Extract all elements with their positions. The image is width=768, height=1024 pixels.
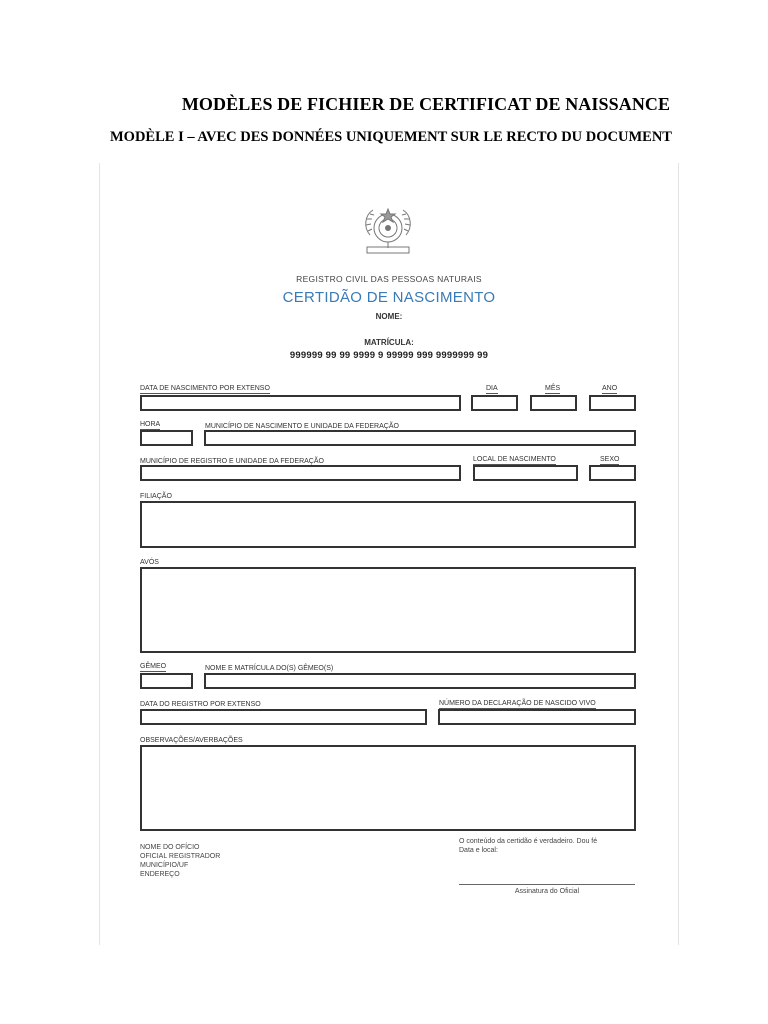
ano-label: ANO	[602, 385, 618, 392]
data-nascimento-label: DATA DE NASCIMENTO POR EXTENSO	[140, 385, 270, 392]
certificate-document	[99, 163, 679, 945]
avos-field[interactable]	[140, 567, 636, 653]
mes-label: MÊS	[545, 385, 561, 392]
signature-line	[459, 884, 635, 885]
filiacao-label: FILIAÇÃO	[140, 493, 172, 500]
sexo-field[interactable]	[589, 465, 636, 481]
dia-label: DIA	[486, 385, 498, 392]
observacoes-field[interactable]	[140, 745, 636, 831]
nome-label: NOME:	[375, 312, 403, 321]
hora-field[interactable]	[140, 430, 193, 446]
gemeo-label: GÊMEO	[140, 663, 167, 670]
gemeo-field[interactable]	[140, 673, 193, 689]
signature-caption: Assinatura do Oficial	[514, 888, 580, 895]
footer-office-info	[140, 843, 220, 879]
footer-attestation	[459, 837, 597, 855]
footer-attestation-text: O conteúdo da certidão é verdadeiro. Dou fé	[459, 838, 598, 845]
matricula-number: 999999 99 99 9999 9 99999 999 9999999 99	[289, 350, 489, 361]
data-registro-field[interactable]	[140, 709, 427, 725]
certificate-heading: CERTIDÃO DE NASCIMENTO	[282, 289, 496, 306]
ano-field[interactable]	[589, 395, 636, 411]
mes-field[interactable]	[530, 395, 577, 411]
filiacao-field[interactable]	[140, 501, 636, 548]
footer-endereco: ENDEREÇO	[140, 871, 180, 878]
data-nascimento-field[interactable]	[140, 395, 461, 411]
sexo-label: SEXO	[600, 456, 620, 463]
municipio-registro-field[interactable]	[140, 465, 461, 481]
municipio-nascimento-label: MUNICÍPIO DE NASCIMENTO E UNIDADE DA FEDERAÇÃO	[205, 423, 399, 430]
hora-label: HORA	[140, 421, 161, 428]
dia-field[interactable]	[471, 395, 518, 411]
numero-declaracao-field[interactable]	[438, 709, 636, 725]
footer-oficial-registrador: OFICIAL REGISTRADOR	[140, 853, 221, 860]
page-title: MODÈLES DE FICHIER DE CERTIFICAT DE NAISSANCE	[181, 94, 671, 114]
municipio-nascimento-field[interactable]	[204, 430, 636, 446]
footer-nome-oficio: NOME DO OFÍCIO	[140, 844, 200, 851]
numero-declaracao-label: NÚMERO DA DECLARAÇÃO DE NASCIDO VIVO	[439, 700, 596, 707]
local-nascimento-label: LOCAL DE NASCIMENTO	[473, 456, 556, 463]
local-nascimento-field[interactable]	[473, 465, 578, 481]
registry-header: REGISTRO CIVIL DAS PESSOAS NATURAIS	[296, 274, 482, 284]
nome-matricula-gemeos-field[interactable]	[204, 673, 636, 689]
footer-municipio-uf: MUNICÍPIO/UF	[140, 862, 189, 869]
nome-matricula-gemeos-label: NOME E MATRÍCULA DO(S) GÊMEO(S)	[205, 665, 334, 672]
data-registro-label: DATA DO REGISTRO POR EXTENSO	[140, 701, 261, 708]
brazil-coat-of-arms-icon	[353, 201, 423, 261]
matricula-label: MATRÍCULA:	[364, 338, 414, 347]
page-subtitle: MODÈLE I – AVEC DES DONNÉES UNIQUEMENT SUR LE RECTO DU DOCUMENT	[110, 129, 672, 145]
footer-date-place: Data e local:	[459, 847, 498, 854]
avos-label: AVÓS	[140, 559, 159, 566]
observacoes-label: OBSERVAÇÕES/AVERBAÇÕES	[140, 737, 243, 744]
municipio-registro-label: MUNICÍPIO DE REGISTRO E UNIDADE DA FEDERAÇÃO	[140, 458, 324, 465]
